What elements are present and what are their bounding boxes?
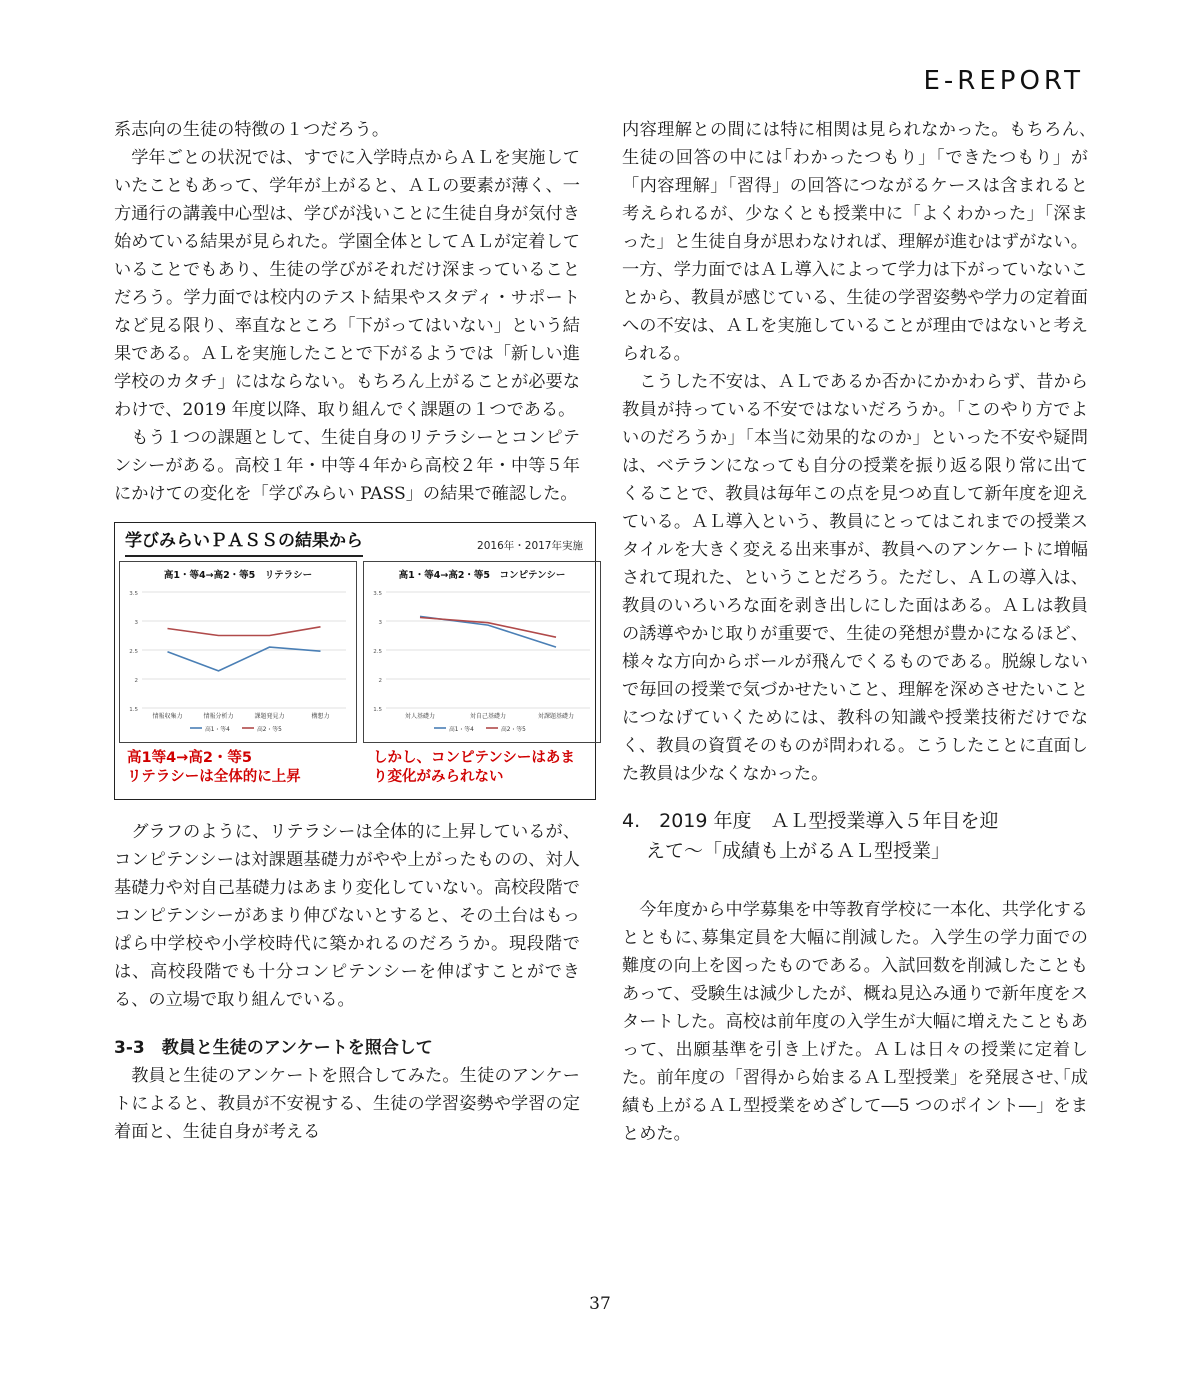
legend-label: 高2・等5 — [501, 727, 526, 733]
y-tick-label: 3.5 — [129, 591, 138, 597]
left-paragraph-5: 教員と生徒のアンケートを照合してみた。生徒のアンケートによると、教員が不安視する、生徒の学習姿勢や学習の定着面と、生徒自身が考える — [114, 1066, 580, 1142]
section-heading — [622, 806, 1088, 866]
left-paragraph-4: グラフのように、リテラシーは全体的に上昇しているが、コンピテンシーは対課題基礎力がやや上がったものの、対人基礎力や対自己基礎力はあまり変化していない。高校段階でコンピテンシーがあまり伸びないとすると、その土台はもっぱら中学校や小学校時代に築かれるのだろうか。現段階では、高校段階でも十分コンピテンシーを伸ばすことができる、の立場で取り組んでいる。 — [114, 822, 580, 1010]
y-tick-label: 2 — [378, 678, 382, 684]
legend-label: 高2・等5 — [257, 727, 282, 733]
y-tick-label: 2.5 — [373, 649, 382, 655]
x-tick-label: 構想力 — [311, 713, 330, 720]
left-paragraph-3: もう１つの課題として、生徒自身のリテラシーとコンピテンシーがある。高校１年・中等４年から高校２年・中等５年にかけての変化を「学びみらい PASS」の結果で確認した。 — [114, 428, 580, 504]
page-number: 37 — [589, 1294, 611, 1314]
x-tick-label: 課題発見力 — [254, 713, 285, 720]
y-tick-label: 2.5 — [129, 649, 138, 655]
competency-chart — [364, 562, 600, 742]
legend-label: 高1・等4 — [205, 727, 230, 733]
right-paragraph-2: こうした不安は、ＡＬであるか否かにかかわらず、昔から教員が持っている不安ではないだろうか。「このやり方でよいのだろうか」「本当に効果的なのか」といった不安や疑問は、ベテランになっても自分の授業を振り返る限り常に出てくることで、教員は毎年この点を見つめ直して新年度を迎えている。ＡＬ導入という、教員にとってはこれまでの授業スタイルを大きく変える出来事が、教員へのアンケートに増幅されて現れた、ということだろう。ただし、ＡＬの導入は、教員のいろいろな面を剥き出しにした面はある。ＡＬは教員の誘導やかじ取りが重要で、生徒の発想が豊かになるほど、様々な方向からボールが飛んでくるものである。脱線しないで毎回の授業で気づかせたいこと、理解を深めさせたいことにつなげていくためには、教科の知識や授業技術だけでなく、教員の資質そのものが問われる。こうしたことに直面した教員は少なくなかった。 — [622, 372, 1088, 784]
y-tick-label: 3.5 — [373, 591, 382, 597]
literacy-chart — [120, 562, 356, 742]
section-heading-line-1: 4. 2019 年度 ＡＬ型授業導入５年目を迎 — [622, 810, 999, 832]
y-tick-label: 3 — [134, 620, 138, 626]
chart-title: 高1・等4→高2・等5 リテラシー — [163, 570, 313, 581]
y-tick-label: 1.5 — [373, 707, 382, 713]
figure-date: 2016年・2017年実施 — [477, 540, 583, 552]
figure-title: 学びみらいＰＡＳＳの結果から — [125, 527, 363, 557]
y-tick-label: 2 — [134, 678, 138, 684]
x-tick-label: 情報収集力 — [152, 713, 183, 720]
right-paragraph-3: 今年度から中学募集を中等教育学校に一本化、共学化するとともに､募集定員を大幅に削減した。入学生の学力面での難度の向上を図ったものである。入試回数を削減したこともあって、受験生は減少したが、概ね見込み通りで新年度をスタートした。高校は前年度の入学生が大幅に増えたこともあって、出願基準を引き上げた。ＡＬは日々の授業に定着した。前年度の「習得から始まるＡＬ型授業」を発展させ､｢成績も上がるＡＬ型授業をめざして―5 つのポイント―」をまとめた。 — [622, 900, 1088, 1144]
y-tick-label: 1.5 — [129, 707, 138, 713]
series-line — [168, 627, 321, 636]
right-paragraph-1: 内容理解との間には特に相関は見られなかった。もちろん､生徒の回答の中には｢わかったつもり｣「できたつもり」が「内容理解」「習得」の回答につながるケースは含まれると考えられるが、少なくとも授業中に「よくわかった」｢深まった」と生徒自身が思わなければ、理解が進むはずがない。一方、学力面ではＡＬ導入によって学力は下がっていないことから、教員が感じている、生徒の学習姿勢や学力の定着面への不安は、ＡＬを実施していることが理由ではないと考えられる。 — [622, 120, 1088, 364]
left-paragraph-2: 学年ごとの状況では、すでに入学時点からＡＬを実施していたこともあって、学年が上がると、ＡＬの要素が薄く、一方通行の講義中心型は、学びが浅いことに生徒自身が気付き始めている結果が見られた。学園全体としてＡＬが定着していることでもあり、生徒の学びがそれだけ深まっていることだろう。学力面では校内のテスト結果やスタディ・サポートなど見る限り、率直なところ「下がってはいない」という結果である。ＡＬを実施したことで下がるようでは「新しい進学校のカタチ」にはならない。もちろん上がることが必要なわけで、2019 年度以降、取り組んでく課題の１つである。 — [114, 148, 580, 420]
figure-caption-left: 高1等4→高2・等5 リテラシーは全体的に上昇 — [127, 750, 301, 785]
y-tick-label: 3 — [378, 620, 382, 626]
right-column — [622, 116, 1088, 1148]
figure-caption-right: しかし、コンピテンシーはあまり変化がみられない — [373, 750, 575, 785]
x-tick-label: 対自己基礎力 — [469, 713, 507, 720]
competency-chart-panel — [363, 561, 601, 743]
x-tick-label: 対課題基礎力 — [537, 713, 575, 720]
series-line — [168, 647, 321, 671]
chart-title: 高1・等4→高2・等5 コンピテンシー — [398, 570, 566, 581]
legend-label: 高1・等4 — [449, 727, 474, 733]
x-tick-label: 対人基礎力 — [404, 713, 436, 720]
series-line — [420, 618, 556, 638]
section-heading-line-2: えて～「成績も上がるＡＬ型授業」 — [646, 840, 951, 862]
report-header: E-REPORT — [923, 66, 1084, 96]
x-tick-label: 情報分析力 — [203, 713, 234, 720]
left-paragraph-1: 系志向の生徒の特徴の１つだろう。 — [114, 120, 390, 140]
pass-results-figure — [114, 522, 596, 800]
subsection-heading: 3-3 教員と生徒のアンケートを照合して — [114, 1038, 433, 1058]
left-column — [114, 116, 583, 1146]
literacy-chart-panel — [119, 561, 357, 743]
